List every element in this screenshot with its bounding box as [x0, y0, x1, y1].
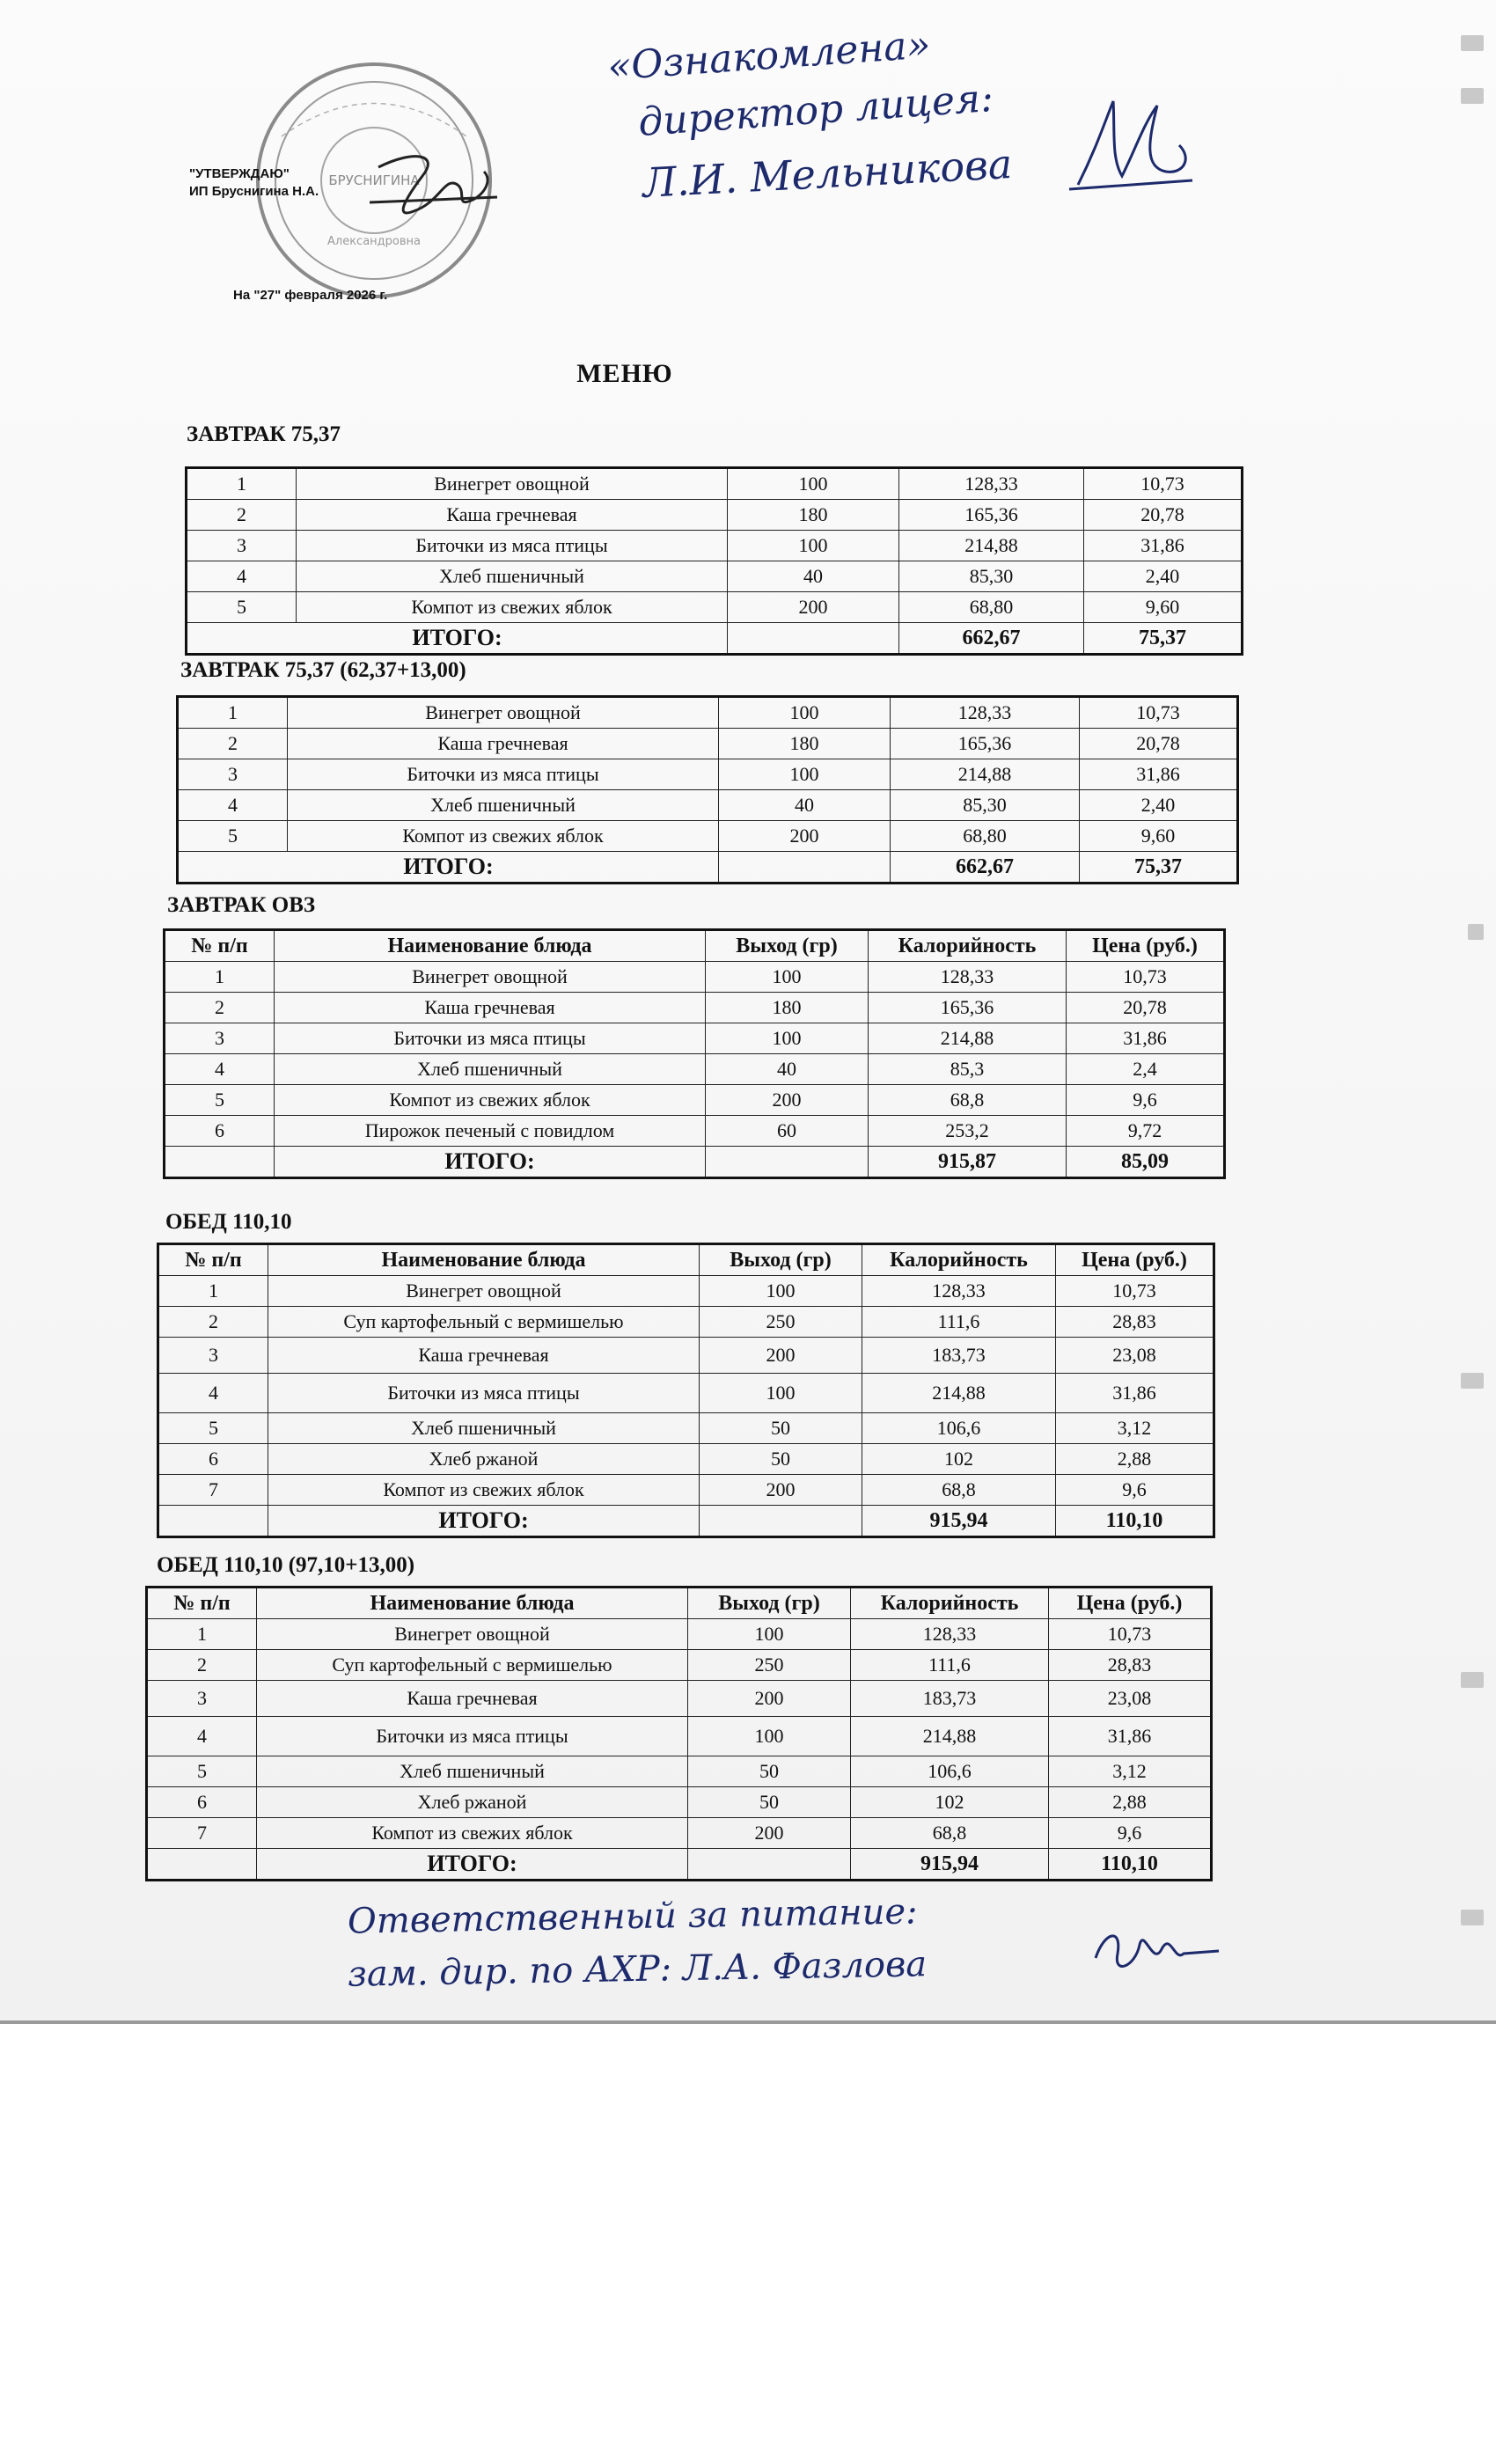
- cell-dish: Винегрет овощной: [257, 1619, 688, 1650]
- cell-weight: 50: [700, 1413, 862, 1444]
- cell-price: 28,83: [1049, 1650, 1212, 1681]
- cell-dish: Компот из свежих яблок: [275, 1085, 706, 1116]
- cell-kcal: 165,36: [869, 993, 1067, 1023]
- cell-dish: Суп картофельный с вермишелью: [268, 1307, 700, 1338]
- table-header-row: [165, 930, 1225, 962]
- table-row: [147, 1756, 1212, 1787]
- cell-dish: Каша гречневая: [288, 729, 719, 759]
- cell-price: 31,86: [1049, 1717, 1212, 1756]
- cell-number: 5: [178, 821, 288, 852]
- cell-kcal: 214,88: [899, 531, 1084, 561]
- cell-kcal: 102: [851, 1787, 1049, 1818]
- section-heading: ЗАВТРАК 75,37 (62,37+13,00): [180, 658, 466, 682]
- total-label: ИТОГО:: [275, 1147, 706, 1178]
- cell-number: 6: [147, 1787, 257, 1818]
- cell-number: 4: [165, 1054, 275, 1085]
- total-row: [147, 1849, 1212, 1881]
- cell-kcal: 68,8: [851, 1818, 1049, 1849]
- cell-empty: [728, 623, 899, 655]
- table-row: [165, 1116, 1225, 1147]
- col-header-number: № п/п: [158, 1244, 268, 1276]
- cell-weight: 50: [688, 1787, 851, 1818]
- cell-dish: Компот из свежих яблок: [257, 1818, 688, 1849]
- table-header-row: [147, 1588, 1212, 1619]
- cell-dish: Биточки из мяса птицы: [275, 1023, 706, 1054]
- cell-dish: Биточки из мяса птицы: [268, 1374, 700, 1413]
- cell-price: 20,78: [1067, 993, 1225, 1023]
- cell-dish: Каша гречневая: [297, 500, 728, 531]
- col-header-dish: Наименование блюда: [275, 930, 706, 962]
- col-header-weight: Выход (гр): [688, 1588, 851, 1619]
- cell-price: 9,6: [1049, 1818, 1212, 1849]
- cell-price: 9,72: [1067, 1116, 1225, 1147]
- cell-weight: 200: [700, 1475, 862, 1506]
- cell-kcal: 85,30: [891, 790, 1080, 821]
- table-row: [178, 790, 1238, 821]
- cell-number: 7: [147, 1818, 257, 1849]
- total-kcal: 915,87: [869, 1147, 1067, 1178]
- cell-kcal: 68,8: [869, 1085, 1067, 1116]
- cell-kcal: 102: [862, 1444, 1056, 1475]
- cell-number: 4: [187, 561, 297, 592]
- table-row: [187, 500, 1243, 531]
- cell-kcal: 68,80: [891, 821, 1080, 852]
- cell-kcal: 68,8: [862, 1475, 1056, 1506]
- approval-date: На "27" февраля 2026 г.: [233, 288, 388, 303]
- cell-weight: 200: [706, 1085, 869, 1116]
- cell-kcal: 183,73: [851, 1681, 1049, 1717]
- col-header-kcal: Калорийность: [862, 1244, 1056, 1276]
- responsible-signature: [1087, 1914, 1228, 1984]
- cell-weight: 200: [719, 821, 891, 852]
- total-label: ИТОГО:: [187, 623, 728, 655]
- col-header-kcal: Калорийность: [851, 1588, 1049, 1619]
- cell-dish: Суп картофельный с вермишелью: [257, 1650, 688, 1681]
- total-kcal: 662,67: [891, 852, 1080, 884]
- cell-dish: Хлеб ржаной: [268, 1444, 700, 1475]
- cell-kcal: 183,73: [862, 1338, 1056, 1374]
- total-kcal: 915,94: [851, 1849, 1049, 1881]
- cell-dish: Биточки из мяса птицы: [257, 1717, 688, 1756]
- cell-dish: Хлеб пшеничный: [288, 790, 719, 821]
- cell-dish: Компот из свежих яблок: [297, 592, 728, 623]
- scan-mark: [1468, 924, 1484, 940]
- cell-weight: 100: [728, 531, 899, 561]
- section-heading: ОБЕД 110,10: [165, 1210, 292, 1234]
- cell-weight: 40: [706, 1054, 869, 1085]
- table-row: [165, 962, 1225, 993]
- scan-mark: [1461, 88, 1484, 104]
- table-row: [178, 821, 1238, 852]
- cell-empty: [719, 852, 891, 884]
- hand-director-name: Л.И. Мельникова: [641, 140, 1014, 207]
- svg-text:Александровна: Александровна: [327, 235, 421, 248]
- cell-kcal: 85,3: [869, 1054, 1067, 1085]
- hand-acknowledged: «Ознакомлена»: [605, 22, 932, 90]
- table-row: [165, 1085, 1225, 1116]
- cell-dish: Винегрет овощной: [288, 697, 719, 729]
- cell-kcal: 106,6: [862, 1413, 1056, 1444]
- cell-price: 9,60: [1080, 821, 1238, 852]
- table-row: [187, 468, 1243, 500]
- cell-number: 1: [178, 697, 288, 729]
- scan-mark: [1461, 1373, 1484, 1389]
- cell-kcal: 128,33: [851, 1619, 1049, 1650]
- approval-block: [189, 165, 319, 201]
- cell-number: 2: [178, 729, 288, 759]
- total-kcal: 662,67: [899, 623, 1084, 655]
- hand-responsible-name: зам. дир. по АХР: Л.А. Фазлова: [347, 1944, 928, 1995]
- cell-price: 10,73: [1067, 962, 1225, 993]
- hand-responsible-title: Ответственный за питание:: [347, 1891, 918, 1942]
- cell-number: 2: [165, 993, 275, 1023]
- cell-price: 2,4: [1067, 1054, 1225, 1085]
- page-title: МЕНЮ: [576, 359, 673, 388]
- cell-kcal: 165,36: [899, 500, 1084, 531]
- cell-dish: Хлеб пшеничный: [297, 561, 728, 592]
- cell-weight: 40: [719, 790, 891, 821]
- table-row: [158, 1307, 1214, 1338]
- table-row: [158, 1413, 1214, 1444]
- cell-number: 5: [158, 1413, 268, 1444]
- table-row: [147, 1650, 1212, 1681]
- cell-price: 31,86: [1080, 759, 1238, 790]
- menu-table: [145, 1586, 1213, 1881]
- col-header-weight: Выход (гр): [706, 930, 869, 962]
- cell-price: 9,6: [1067, 1085, 1225, 1116]
- col-header-price: Цена (руб.): [1067, 930, 1225, 962]
- cell-weight: 100: [688, 1619, 851, 1650]
- cell-dish: Винегрет овощной: [297, 468, 728, 500]
- total-row: [178, 852, 1238, 884]
- total-row: [165, 1147, 1225, 1178]
- cell-number: 3: [187, 531, 297, 561]
- cell-price: 10,73: [1056, 1276, 1214, 1307]
- menu-table: [157, 1243, 1215, 1538]
- hand-director: директор лицея:: [636, 75, 995, 146]
- cell-price: 9,6: [1056, 1475, 1214, 1506]
- cell-price: 31,86: [1056, 1374, 1214, 1413]
- total-price: 75,37: [1084, 623, 1243, 655]
- menu-table: [163, 928, 1226, 1179]
- table-row: [165, 1023, 1225, 1054]
- cell-weight: 100: [719, 697, 891, 729]
- cell-dish: Хлеб пшеничный: [268, 1413, 700, 1444]
- table-row: [147, 1787, 1212, 1818]
- cell-empty: [688, 1849, 851, 1881]
- cell-kcal: 165,36: [891, 729, 1080, 759]
- scan-margin-marks: [1417, 0, 1496, 2024]
- cell-number: 1: [158, 1276, 268, 1307]
- table-row: [187, 561, 1243, 592]
- cell-number: 2: [158, 1307, 268, 1338]
- cell-number: 5: [165, 1085, 275, 1116]
- col-header-dish: Наименование блюда: [257, 1588, 688, 1619]
- cell-price: 9,60: [1084, 592, 1243, 623]
- cell-weight: 100: [688, 1717, 851, 1756]
- cell-weight: 180: [728, 500, 899, 531]
- cell-weight: 40: [728, 561, 899, 592]
- cell-dish: Хлеб пшеничный: [275, 1054, 706, 1085]
- menu-table: [176, 695, 1239, 884]
- total-row: [187, 623, 1243, 655]
- section-heading: ЗАВТРАК 75,37: [187, 422, 341, 446]
- cell-kcal: 68,80: [899, 592, 1084, 623]
- cell-dish: Каша гречневая: [275, 993, 706, 1023]
- table-row: [187, 531, 1243, 561]
- table-row: [147, 1818, 1212, 1849]
- table-row: [147, 1681, 1212, 1717]
- cell-kcal: 214,88: [862, 1374, 1056, 1413]
- cell-kcal: 85,30: [899, 561, 1084, 592]
- cell-weight: 100: [706, 1023, 869, 1054]
- cell-weight: 50: [688, 1756, 851, 1787]
- total-price: 75,37: [1080, 852, 1238, 884]
- cell-weight: 180: [706, 993, 869, 1023]
- cell-price: 20,78: [1080, 729, 1238, 759]
- cell-weight: 100: [700, 1374, 862, 1413]
- handwritten-responsible: [347, 1891, 1228, 2020]
- cell-dish: Каша гречневая: [257, 1681, 688, 1717]
- cell-price: 31,86: [1067, 1023, 1225, 1054]
- cell-number: 3: [178, 759, 288, 790]
- table-row: [158, 1444, 1214, 1475]
- cell-kcal: 214,88: [891, 759, 1080, 790]
- cell-number: 1: [165, 962, 275, 993]
- table-row: [147, 1717, 1212, 1756]
- cell-kcal: 214,88: [869, 1023, 1067, 1054]
- cell-kcal: 128,33: [891, 697, 1080, 729]
- approver-signature: [361, 141, 502, 238]
- sheet-bottom-edge: [0, 2020, 1496, 2024]
- cell-price: 10,73: [1084, 468, 1243, 500]
- cell-price: 10,73: [1049, 1619, 1212, 1650]
- cell-number: 2: [187, 500, 297, 531]
- cell-kcal: 106,6: [851, 1756, 1049, 1787]
- cell-weight: 100: [706, 962, 869, 993]
- cell-weight: 250: [688, 1650, 851, 1681]
- cell-weight: 200: [728, 592, 899, 623]
- table-row: [178, 759, 1238, 790]
- cell-dish: Биточки из мяса птицы: [297, 531, 728, 561]
- col-header-weight: Выход (гр): [700, 1244, 862, 1276]
- cell-dish: Хлеб пшеничный: [257, 1756, 688, 1787]
- cell-empty: [700, 1506, 862, 1537]
- cell-number: 7: [158, 1475, 268, 1506]
- cell-kcal: 111,6: [862, 1307, 1056, 1338]
- cell-dish: Хлеб ржаной: [257, 1787, 688, 1818]
- cell-empty: [165, 1147, 275, 1178]
- table-row: [158, 1338, 1214, 1374]
- cell-price: 10,73: [1080, 697, 1238, 729]
- cell-weight: 200: [700, 1338, 862, 1374]
- approve-title: "УТВЕРЖДАЮ": [189, 166, 290, 181]
- cell-number: 6: [158, 1444, 268, 1475]
- table-row: [178, 729, 1238, 759]
- total-label: ИТОГО:: [268, 1506, 700, 1537]
- total-kcal: 915,94: [862, 1506, 1056, 1537]
- cell-dish: Биточки из мяса птицы: [288, 759, 719, 790]
- table-row: [165, 993, 1225, 1023]
- cell-price: 23,08: [1056, 1338, 1214, 1374]
- total-price: 110,10: [1056, 1506, 1214, 1537]
- scan-mark: [1461, 1910, 1484, 1925]
- cell-price: 23,08: [1049, 1681, 1212, 1717]
- cell-weight: 180: [719, 729, 891, 759]
- col-header-price: Цена (руб.): [1056, 1244, 1214, 1276]
- table-row: [165, 1054, 1225, 1085]
- cell-number: 5: [187, 592, 297, 623]
- table-header-row: [158, 1244, 1214, 1276]
- cell-price: 2,88: [1056, 1444, 1214, 1475]
- cell-empty: [158, 1506, 268, 1537]
- cell-number: 2: [147, 1650, 257, 1681]
- handwritten-acknowledgement: [568, 22, 1184, 211]
- cell-weight: 100: [719, 759, 891, 790]
- table-row: [158, 1475, 1214, 1506]
- scan-mark: [1461, 35, 1484, 51]
- col-header-number: № п/п: [147, 1588, 257, 1619]
- cell-price: 2,40: [1084, 561, 1243, 592]
- cell-number: 1: [147, 1619, 257, 1650]
- cell-kcal: 253,2: [869, 1116, 1067, 1147]
- menu-table: [185, 466, 1243, 656]
- total-label: ИТОГО:: [257, 1849, 688, 1881]
- cell-kcal: 128,33: [899, 468, 1084, 500]
- cell-number: 4: [158, 1374, 268, 1413]
- cell-price: 2,88: [1049, 1787, 1212, 1818]
- section-heading: ЗАВТРАК ОВЗ: [167, 893, 316, 917]
- director-signature: [1060, 88, 1201, 202]
- cell-price: 20,78: [1084, 500, 1243, 531]
- col-header-dish: Наименование блюда: [268, 1244, 700, 1276]
- cell-price: 3,12: [1049, 1756, 1212, 1787]
- cell-dish: Компот из свежих яблок: [268, 1475, 700, 1506]
- cell-number: 5: [147, 1756, 257, 1787]
- cell-price: 3,12: [1056, 1413, 1214, 1444]
- cell-weight: 250: [700, 1307, 862, 1338]
- cell-kcal: 128,33: [869, 962, 1067, 993]
- cell-number: 4: [147, 1717, 257, 1756]
- cell-kcal: 214,88: [851, 1717, 1049, 1756]
- col-header-kcal: Калорийность: [869, 930, 1067, 962]
- total-label: ИТОГО:: [178, 852, 719, 884]
- cell-number: 3: [147, 1681, 257, 1717]
- total-price: 110,10: [1049, 1849, 1212, 1881]
- cell-number: 4: [178, 790, 288, 821]
- total-row: [158, 1506, 1214, 1537]
- table-row: [178, 697, 1238, 729]
- section-heading: ОБЕД 110,10 (97,10+13,00): [157, 1553, 415, 1577]
- cell-dish: Пирожок печеный с повидлом: [275, 1116, 706, 1147]
- cell-weight: 100: [700, 1276, 862, 1307]
- cell-number: 3: [165, 1023, 275, 1054]
- cell-price: 31,86: [1084, 531, 1243, 561]
- col-header-price: Цена (руб.): [1049, 1588, 1212, 1619]
- scan-mark: [1461, 1672, 1484, 1688]
- table-row: [187, 592, 1243, 623]
- cell-price: 2,40: [1080, 790, 1238, 821]
- cell-weight: 50: [700, 1444, 862, 1475]
- cell-number: 6: [165, 1116, 275, 1147]
- cell-kcal: 111,6: [851, 1650, 1049, 1681]
- cell-weight: 200: [688, 1818, 851, 1849]
- cell-empty: [147, 1849, 257, 1881]
- cell-number: 1: [187, 468, 297, 500]
- cell-empty: [706, 1147, 869, 1178]
- table-row: [158, 1276, 1214, 1307]
- cell-dish: Винегрет овощной: [275, 962, 706, 993]
- total-price: 85,09: [1067, 1147, 1225, 1178]
- cell-kcal: 128,33: [862, 1276, 1056, 1307]
- cell-weight: 100: [728, 468, 899, 500]
- cell-weight: 60: [706, 1116, 869, 1147]
- table-row: [147, 1619, 1212, 1650]
- cell-dish: Каша гречневая: [268, 1338, 700, 1374]
- cell-number: 3: [158, 1338, 268, 1374]
- cell-price: 28,83: [1056, 1307, 1214, 1338]
- table-row: [158, 1374, 1214, 1413]
- cell-weight: 200: [688, 1681, 851, 1717]
- svg-text:БРУСНИГИНА: БРУСНИГИНА: [328, 172, 420, 188]
- cell-dish: Винегрет овощной: [268, 1276, 700, 1307]
- col-header-number: № п/п: [165, 930, 275, 962]
- cell-dish: Компот из свежих яблок: [288, 821, 719, 852]
- approve-person: ИП Бруснигина Н.А.: [189, 184, 319, 199]
